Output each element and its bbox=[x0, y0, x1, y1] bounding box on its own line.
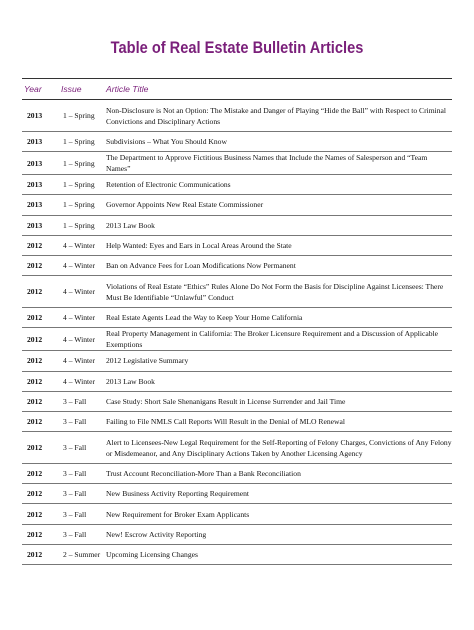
cell-issue: 1 – Spring bbox=[59, 175, 104, 195]
cell-year: 2012 bbox=[22, 328, 59, 351]
cell-issue: 3 – Fall bbox=[59, 411, 104, 431]
cell-article-title: Real Property Management in California: The Broker Licensure Requirement and a Discussion of Applicable Exemptions bbox=[104, 328, 452, 351]
cell-article-title: Upcoming Licensing Changes bbox=[104, 544, 452, 564]
cell-year: 2012 bbox=[22, 524, 59, 544]
cell-issue: 1 – Spring bbox=[59, 152, 104, 175]
cell-issue: 1 – Spring bbox=[59, 195, 104, 215]
cell-year: 2013 bbox=[22, 152, 59, 175]
cell-issue: 3 – Fall bbox=[59, 391, 104, 411]
cell-year: 2012 bbox=[22, 391, 59, 411]
cell-article-title: Ban on Advance Fees for Loan Modifications Now Permanent bbox=[104, 255, 452, 275]
cell-year: 2012 bbox=[22, 544, 59, 564]
cell-year: 2012 bbox=[22, 432, 59, 464]
table-row bbox=[22, 391, 452, 411]
cell-article-title: Governor Appoints New Real Estate Commissioner bbox=[104, 195, 452, 215]
articles-table bbox=[22, 78, 452, 565]
cell-year: 2013 bbox=[22, 215, 59, 235]
cell-issue: 4 – Winter bbox=[59, 276, 104, 308]
cell-issue: 4 – Winter bbox=[59, 255, 104, 275]
cell-article-title: New Business Activity Reporting Requirement bbox=[104, 484, 452, 504]
cell-issue: 1 – Spring bbox=[59, 100, 104, 132]
cell-issue: 4 – Winter bbox=[59, 351, 104, 371]
table-row bbox=[22, 235, 452, 255]
cell-issue: 4 – Winter bbox=[59, 371, 104, 391]
table-row bbox=[22, 255, 452, 275]
table-row bbox=[22, 524, 452, 544]
table-row bbox=[22, 195, 452, 215]
cell-article-title: New! Escrow Activity Reporting bbox=[104, 524, 452, 544]
cell-year: 2012 bbox=[22, 308, 59, 328]
cell-issue: 1 – Spring bbox=[59, 132, 104, 152]
table-row bbox=[22, 175, 452, 195]
cell-year: 2013 bbox=[22, 175, 59, 195]
cell-issue: 3 – Fall bbox=[59, 504, 104, 524]
table-row bbox=[22, 100, 452, 132]
table-row bbox=[22, 132, 452, 152]
table-row bbox=[22, 276, 452, 308]
cell-issue: 4 – Winter bbox=[59, 308, 104, 328]
cell-year: 2012 bbox=[22, 484, 59, 504]
table-row bbox=[22, 371, 452, 391]
cell-article-title: The Department to Approve Fictitious Business Names that Include the Names of Salesperson and “Team Names” bbox=[104, 152, 452, 175]
cell-article-title: 2013 Law Book bbox=[104, 371, 452, 391]
cell-article-title: Trust Account Reconciliation-More Than a Bank Reconciliation bbox=[104, 464, 452, 484]
cell-issue: 4 – Winter bbox=[59, 235, 104, 255]
cell-issue: 3 – Fall bbox=[59, 484, 104, 504]
cell-article-title: Retention of Electronic Communications bbox=[104, 175, 452, 195]
cell-issue: 2 – Summer bbox=[59, 544, 104, 564]
cell-article-title: Alert to Licensees-New Legal Requirement for the Self-Reporting of Felony Charges, Convictions of Any Felony or Misdemeanor, and Any Disciplinary Actions Taken by Another Licensing Agency bbox=[104, 432, 452, 464]
table-row bbox=[22, 432, 452, 464]
cell-year: 2012 bbox=[22, 504, 59, 524]
cell-article-title: 2012 Legislative Summary bbox=[104, 351, 452, 371]
cell-article-title: Real Estate Agents Lead the Way to Keep Your Home California bbox=[104, 308, 452, 328]
cell-article-title: Help Wanted: Eyes and Ears in Local Areas Around the State bbox=[104, 235, 452, 255]
cell-year: 2012 bbox=[22, 255, 59, 275]
cell-year: 2012 bbox=[22, 464, 59, 484]
cell-issue: 3 – Fall bbox=[59, 432, 104, 464]
cell-issue: 3 – Fall bbox=[59, 464, 104, 484]
cell-issue: 4 – Winter bbox=[59, 328, 104, 351]
cell-article-title: New Requirement for Broker Exam Applicants bbox=[104, 504, 452, 524]
cell-article-title: Case Study: Short Sale Shenanigans Result in License Surrender and Jail Time bbox=[104, 391, 452, 411]
table-row bbox=[22, 328, 452, 351]
table-row bbox=[22, 351, 452, 371]
cell-article-title: Violations of Real Estate “Ethics” Rules Alone Do Not Form the Basis for Discipline Against Licensees: There Must Be Identifiable “Unlawful” Conduct bbox=[104, 276, 452, 308]
cell-article-title: Subdivisions – What You Should Know bbox=[104, 132, 452, 152]
table-row bbox=[22, 504, 452, 524]
cell-year: 2012 bbox=[22, 411, 59, 431]
cell-article-title: 2013 Law Book bbox=[104, 215, 452, 235]
cell-year: 2013 bbox=[22, 195, 59, 215]
cell-issue: 3 – Fall bbox=[59, 524, 104, 544]
table-row bbox=[22, 215, 452, 235]
cell-year: 2013 bbox=[22, 100, 59, 132]
cell-year: 2012 bbox=[22, 276, 59, 308]
table-row bbox=[22, 484, 452, 504]
table-row bbox=[22, 152, 452, 175]
cell-article-title: Non-Disclosure is Not an Option: The Mistake and Danger of Playing “Hide the Ball” with Respect to Criminal Convictions and Disciplinary Actions bbox=[104, 100, 452, 132]
page-title: Table of Real Estate Bulletin Articles bbox=[110, 38, 364, 57]
cell-article-title: Failing to File NMLS Call Reports Will Result in the Denial of MLO Renewal bbox=[104, 411, 452, 431]
header-article-title: Article Title bbox=[104, 79, 452, 100]
cell-year: 2013 bbox=[22, 132, 59, 152]
table-row bbox=[22, 464, 452, 484]
cell-issue: 1 – Spring bbox=[59, 215, 104, 235]
table-header-row bbox=[22, 79, 452, 100]
header-year: Year bbox=[22, 79, 59, 100]
cell-year: 2012 bbox=[22, 371, 59, 391]
table-row bbox=[22, 544, 452, 564]
cell-year: 2012 bbox=[22, 351, 59, 371]
cell-year: 2012 bbox=[22, 235, 59, 255]
table-row bbox=[22, 308, 452, 328]
header-issue: Issue bbox=[59, 79, 104, 100]
table-row bbox=[22, 411, 452, 431]
